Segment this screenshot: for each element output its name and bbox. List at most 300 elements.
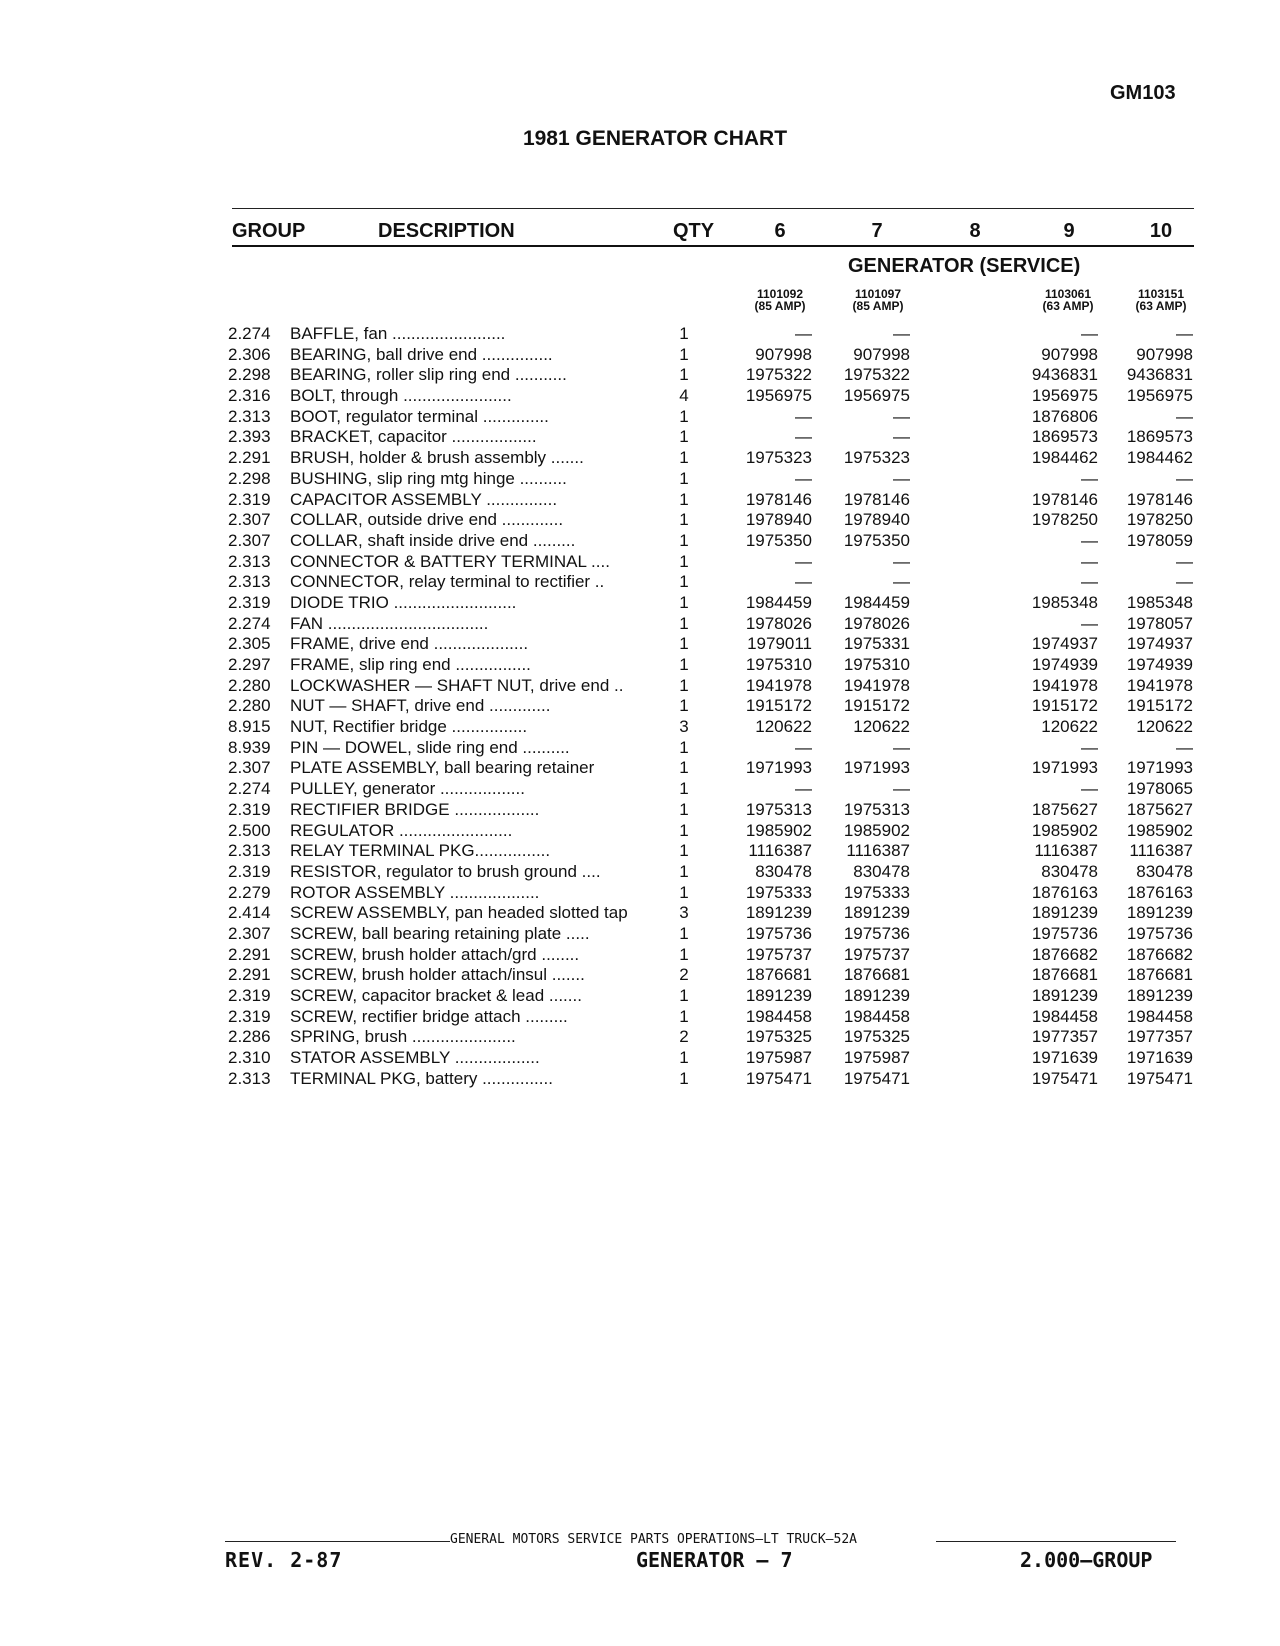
top-rule [232,208,1194,209]
model-part: 1101097 [854,287,902,301]
description-cell: SCREW, brush holder attach/grd ........ [290,944,580,964]
part-col-7-cell: 1975987 [843,1048,910,1068]
part-col-6-cell: 830478 [755,861,812,881]
qty-cell: 1 [679,861,689,881]
group-cell: 2.291 [228,965,271,985]
qty-cell: 1 [679,510,689,530]
part-col-9-cell: — [1081,468,1098,488]
table-row [0,821,1280,842]
part-col-9-cell: 1975736 [1031,923,1098,943]
part-col-10-cell: 907998 [1136,344,1193,364]
group-cell: 2.274 [228,613,271,633]
group-cell: 2.319 [228,986,271,1005]
part-col-9-cell: — [1081,737,1098,757]
group-cell: 8.939 [228,737,271,757]
part-col-9-cell: 1977357 [1031,1027,1098,1047]
group-cell: 2.319 [228,489,271,509]
part-col-6-cell: 1975471 [745,1068,812,1088]
part-col-7-cell: 1975325 [843,1027,910,1047]
model-amp: (63 AMP) [1042,299,1094,313]
part-col-7-cell: 1975313 [843,799,910,819]
part-col-6-cell: 1975325 [745,1027,812,1047]
description-cell: FRAME, drive end .................... [290,634,529,654]
part-col-7-cell: 1975350 [843,530,910,550]
part-col-9-cell: 1876163 [1031,882,1098,902]
description-cell: CAPACITOR ASSEMBLY ............... [290,489,558,509]
description-cell: DIODE TRIO .......................... [290,592,517,612]
part-col-9-cell: 120622 [1041,717,1098,737]
group-cell: 2.313 [228,406,271,426]
part-col-7-cell: 1915172 [843,696,910,716]
qty-cell: 1 [679,551,689,571]
qty-cell: 1 [679,923,689,943]
part-col-6-cell: 1978026 [745,613,812,633]
description-cell: RESISTOR, regulator to brush ground .... [290,861,601,881]
part-col-6-cell: 1915172 [745,696,812,716]
description-cell: RECTIFIER BRIDGE .................. [290,799,540,819]
part-col-6-cell: — [795,427,812,447]
table-row [0,924,1280,945]
part-col-9-cell: 1915172 [1031,696,1098,716]
description-cell: REGULATOR ........................ [290,820,513,840]
qty-cell: 1 [679,365,689,385]
part-col-7-cell: 120622 [853,717,910,737]
part-col-10-cell: 1974937 [1126,634,1193,654]
description-cell: FRAME, slip ring end ................ [290,655,531,674]
model-part: 1101092 [756,287,804,301]
part-col-7-cell: 1971993 [843,758,910,778]
qty-cell: 1 [679,613,689,633]
part-col-10-cell: — [1176,406,1193,426]
part-col-10-cell: 1956975 [1126,386,1193,406]
footer-rule-left [225,1541,450,1542]
part-col-10-cell: 1875627 [1126,799,1193,819]
part-col-7-cell: 1984459 [843,592,910,612]
part-col-10-cell: 9436831 [1126,365,1193,385]
table-row [0,1069,1280,1090]
qty-cell: 1 [679,572,689,592]
chart-title: 1981 GENERATOR CHART [522,127,788,150]
group-cell: 2.297 [228,655,271,674]
part-col-6-cell: 1891239 [745,986,812,1005]
part-col-6-cell: — [795,406,812,426]
part-col-6-cell: 1975323 [745,448,812,468]
model-amp: (85 AMP) [754,299,806,313]
group-cell: 2.274 [228,324,271,343]
part-col-7-cell: 1975737 [843,944,910,964]
qty-cell: 1 [679,344,689,364]
qty-cell: 1 [679,1048,689,1068]
qty-cell: 1 [679,427,689,447]
description-cell: CONNECTOR, relay terminal to rectifier .. [290,572,605,592]
qty-cell: 1 [679,675,689,695]
group-cell: 2.319 [228,1006,271,1026]
part-col-10-cell: 1978059 [1126,530,1193,550]
part-col-7-cell: 830478 [853,861,910,881]
table-row [0,407,1280,428]
qty-cell: 1 [679,882,689,902]
group-cell: 2.313 [228,1068,271,1088]
part-col-10-cell: — [1176,324,1193,343]
table-row [0,883,1280,904]
qty-cell: 1 [679,448,689,468]
part-col-10-cell: 1869573 [1126,427,1193,447]
part-col-9-cell: 1985348 [1031,592,1098,612]
part-col-10-cell: 1985348 [1126,592,1193,612]
table-row [0,779,1280,800]
table-row [0,510,1280,531]
qty-cell: 1 [679,406,689,426]
part-col-6-cell: 1979011 [747,634,812,654]
part-col-6-cell: 1975350 [745,530,812,550]
part-col-7-cell: — [893,572,910,592]
qty-cell: 3 [679,717,689,737]
part-col-7-cell: 1975310 [843,655,910,674]
part-col-6-cell: 120622 [755,717,812,737]
group-cell: 2.393 [228,427,271,447]
part-col-10-cell: 1985902 [1126,820,1193,840]
part-col-7-cell: — [893,324,910,343]
table-row [0,841,1280,862]
qty-cell: 1 [679,592,689,612]
part-col-10-cell: 1941978 [1126,675,1193,695]
group-cell: 2.500 [228,820,271,840]
part-col-6-cell: 1891239 [745,903,812,923]
part-col-6-cell: 1975736 [745,923,812,943]
part-col-7-cell: 1891239 [843,986,910,1005]
description-cell: TERMINAL PKG, battery ............... [290,1068,553,1088]
part-col-6-cell: 1975313 [745,799,812,819]
table-row [0,676,1280,697]
description-cell: FAN .................................. [290,613,489,633]
group-cell: 2.313 [228,841,271,861]
table-row [0,986,1280,1007]
description-cell: COLLAR, shaft inside drive end ......... [290,530,576,550]
header-group: GROUP [232,220,306,242]
description-cell: SPRING, brush ...................... [290,1027,516,1047]
qty-cell: 1 [679,1006,689,1026]
description-cell: STATOR ASSEMBLY .................. [290,1048,540,1068]
qty-cell: 4 [679,386,689,406]
qty-cell: 1 [679,655,689,674]
part-col-7-cell: 1975323 [843,448,910,468]
model-amp: (63 AMP) [1135,299,1187,313]
part-col-10-cell: 1971639 [1126,1048,1193,1068]
part-col-7-cell: 1975471 [843,1068,910,1088]
part-col-9-cell: 1956975 [1031,386,1098,406]
description-cell: BRACKET, capacitor .................. [290,427,537,447]
part-col-10-cell: — [1176,468,1193,488]
description-cell: COLLAR, outside drive end ............. [290,510,564,530]
group-cell: 2.279 [228,882,271,902]
group-cell: 8.915 [228,717,271,737]
description-cell: BUSHING, slip ring mtg hinge .......... [290,468,567,488]
page-code: GM103 [1110,82,1176,104]
description-cell: PULLEY, generator .................. [290,779,525,799]
footer-rev: REV. 2-87 [225,1548,343,1572]
part-col-6-cell: 1971993 [745,758,812,778]
description-cell: SCREW, brush holder attach/insul ....... [290,965,585,985]
description-cell: NUT — SHAFT, drive end ............. [290,696,551,716]
part-col-7-cell: — [893,737,910,757]
qty-cell: 1 [679,468,689,488]
part-col-10-cell: — [1176,572,1193,592]
part-col-7-cell: 1975736 [843,923,910,943]
part-col-6-cell: 1975987 [745,1048,812,1068]
part-col-9-cell: 1875627 [1031,799,1098,819]
header-qty: QTY [673,220,715,242]
part-col-10-cell: 1978065 [1126,779,1193,799]
part-col-6-cell: 1978146 [745,489,812,509]
part-col-6-cell: 1956975 [745,386,812,406]
part-col-6-cell: — [795,779,812,799]
description-cell: BOLT, through ....................... [290,386,512,406]
part-col-9-cell: 1876806 [1031,406,1098,426]
footer-rule-right [936,1541,1176,1542]
model-part: 1103061 [1044,287,1092,301]
qty-cell: 1 [679,779,689,799]
part-col-10-cell: 1915172 [1126,696,1193,716]
part-col-7-cell: 907998 [853,344,910,364]
footer-page: GENERATOR — 7 [636,1548,793,1572]
description-cell: SCREW ASSEMBLY, pan headed slotted tap [290,903,628,923]
part-col-10-cell: 1977357 [1126,1027,1193,1047]
qty-cell: 1 [679,841,689,861]
group-cell: 2.274 [228,779,271,799]
description-cell: SCREW, capacitor bracket & lead ....... [290,986,582,1005]
part-col-10-cell: 1978250 [1126,510,1193,530]
part-col-10-cell: 1984462 [1126,448,1193,468]
group-cell: 2.305 [228,634,271,654]
part-col-9-cell: 907998 [1041,344,1098,364]
part-col-9-cell: 1984462 [1031,448,1098,468]
table-row [0,903,1280,924]
part-col-7-cell: 1941978 [843,675,910,695]
part-col-9-cell: 1978250 [1031,510,1098,530]
part-col-9-cell: 1869573 [1031,427,1098,447]
table-row [0,386,1280,407]
description-cell: BRUSH, holder & brush assembly ....... [290,448,584,468]
qty-cell: 1 [679,634,689,654]
part-col-9-cell: 1985902 [1031,820,1098,840]
footer-group: 2.000—GROUP [1020,1548,1153,1572]
group-cell: 2.280 [228,696,271,716]
table-row [0,696,1280,717]
description-cell: BOOT, regulator terminal .............. [290,406,549,426]
qty-cell: 1 [679,696,689,716]
part-col-7-cell: 1891239 [843,903,910,923]
part-col-9-cell: — [1081,530,1098,550]
part-col-9-cell: — [1081,572,1098,592]
part-col-9-cell: 1876681 [1031,965,1098,985]
part-col-6-cell: — [795,572,812,592]
part-col-7-cell: — [893,406,910,426]
part-col-10-cell: 1974939 [1126,655,1193,674]
table-row [0,448,1280,469]
group-cell: 2.313 [228,572,271,592]
table-row [0,427,1280,448]
part-col-10-cell: 1975736 [1126,923,1193,943]
part-col-10-cell: 1984458 [1126,1006,1193,1026]
group-cell: 2.298 [228,365,271,385]
table-row [0,552,1280,573]
table-row [0,469,1280,490]
description-cell: CONNECTOR & BATTERY TERMINAL .... [290,551,610,571]
group-cell: 2.307 [228,923,271,943]
table-row [0,758,1280,779]
part-col-7-cell: 1876681 [843,965,910,985]
part-col-7-cell: 1975333 [843,882,910,902]
part-col-10-cell: 1876163 [1126,882,1193,902]
table-row [0,965,1280,986]
part-col-10-cell: 1975471 [1126,1068,1193,1088]
part-col-9-cell: 830478 [1041,861,1098,881]
description-cell: NUT, Rectifier bridge ................ [290,717,528,737]
part-col-9-cell: 1984458 [1031,1006,1098,1026]
table-row [0,593,1280,614]
part-col-6-cell: 1116387 [748,841,812,861]
header-col-10: 10 [1149,220,1173,242]
model-part: 1103151 [1137,287,1185,301]
model-amp: (85 AMP) [852,299,904,313]
part-col-6-cell: 1876681 [745,965,812,985]
qty-cell: 1 [679,737,689,757]
group-cell: 2.280 [228,675,271,695]
qty-cell: 2 [679,965,689,985]
part-col-6-cell: 1975322 [745,365,812,385]
part-col-9-cell: — [1081,551,1098,571]
part-col-9-cell: — [1081,324,1098,343]
part-col-7-cell: 1978026 [843,613,910,633]
qty-cell: 1 [679,944,689,964]
description-cell: ROTOR ASSEMBLY ................... [290,882,540,902]
table-row [0,614,1280,635]
part-col-10-cell: 1891239 [1126,986,1193,1005]
part-col-6-cell: — [795,737,812,757]
table-row [0,1007,1280,1028]
part-col-10-cell: 830478 [1136,861,1193,881]
group-cell: 2.291 [228,448,271,468]
part-col-7-cell: 1956975 [843,386,910,406]
group-cell: 2.307 [228,758,271,778]
table-row [0,490,1280,511]
part-col-10-cell: 1971993 [1126,758,1193,778]
part-col-9-cell: 9436831 [1031,365,1098,385]
part-col-10-cell: 1876681 [1126,965,1193,985]
group-cell: 2.298 [228,468,271,488]
part-col-6-cell: 1975333 [745,882,812,902]
description-cell: SCREW, ball bearing retaining plate ..... [290,923,590,943]
part-col-7-cell: 1978146 [843,489,910,509]
super-header: GENERATOR (SERVICE) [848,255,1081,277]
table-row [0,1027,1280,1048]
description-cell: BEARING, ball drive end ............... [290,344,553,364]
part-col-6-cell: — [795,468,812,488]
description-cell: SCREW, rectifier bridge attach ......... [290,1006,568,1026]
part-col-9-cell: 1891239 [1031,986,1098,1005]
part-col-7-cell: — [893,779,910,799]
table-row [0,1048,1280,1069]
group-cell: 2.319 [228,592,271,612]
part-col-7-cell: 1978940 [843,510,910,530]
part-col-9-cell: 1978146 [1031,489,1098,509]
part-col-10-cell: 1116387 [1129,841,1193,861]
part-col-7-cell: 1116387 [846,841,910,861]
part-col-9-cell: — [1081,779,1098,799]
group-cell: 2.306 [228,344,271,364]
part-col-6-cell: — [795,324,812,343]
qty-cell: 1 [679,1068,689,1088]
model-col-7 [838,288,918,312]
group-cell: 2.307 [228,510,271,530]
header-rule [232,245,1194,247]
table-row [0,945,1280,966]
group-cell: 2.319 [228,861,271,881]
part-col-9-cell: 1891239 [1031,903,1098,923]
table-row [0,634,1280,655]
table-row [0,738,1280,759]
part-col-7-cell: 1975331 [843,634,910,654]
model-col-6 [740,288,820,312]
part-col-10-cell: 1891239 [1126,903,1193,923]
group-cell: 2.319 [228,799,271,819]
table-row [0,531,1280,552]
qty-cell: 1 [679,489,689,509]
part-col-6-cell: 1984458 [745,1006,812,1026]
part-col-9-cell: 1941978 [1031,675,1098,695]
part-col-9-cell: 1971993 [1031,758,1098,778]
qty-cell: 2 [679,1027,689,1047]
footer-middle: GENERAL MOTORS SERVICE PARTS OPERATIONS—LT TRUCK—52A [450,1532,857,1547]
header-col-9: 9 [1063,220,1075,242]
group-cell: 2.310 [228,1048,271,1068]
group-cell: 2.414 [228,903,271,923]
qty-cell: 3 [679,903,689,923]
group-cell: 2.291 [228,944,271,964]
qty-cell: 1 [679,820,689,840]
qty-cell: 1 [679,324,689,343]
table-row [0,862,1280,883]
part-col-9-cell: 1971639 [1031,1048,1098,1068]
part-col-10-cell: — [1176,737,1193,757]
part-col-6-cell: 1941978 [745,675,812,695]
part-col-9-cell: — [1081,613,1098,633]
part-col-9-cell: 1975471 [1031,1068,1098,1088]
part-col-7-cell: — [893,468,910,488]
part-col-10-cell: 120622 [1136,717,1193,737]
table-row [0,800,1280,821]
group-cell: 2.313 [228,551,271,571]
part-col-6-cell: — [795,551,812,571]
part-col-10-cell: — [1176,551,1193,571]
part-col-10-cell: 1876682 [1126,944,1193,964]
qty-cell: 1 [679,799,689,819]
part-col-9-cell: 1876682 [1031,944,1098,964]
table-row [0,324,1280,345]
part-col-9-cell: 1974937 [1031,634,1098,654]
part-col-7-cell: — [893,551,910,571]
parts-table [0,324,1280,1089]
header-col-8: 8 [969,220,981,242]
part-col-10-cell: 1978146 [1126,489,1193,509]
part-col-6-cell: 1978940 [745,510,812,530]
table-row [0,572,1280,593]
table-row [0,345,1280,366]
part-col-6-cell: 1975737 [745,944,812,964]
description-cell: BAFFLE, fan ........................ [290,324,506,343]
group-cell: 2.316 [228,386,271,406]
description-cell: PLATE ASSEMBLY, ball bearing retainer [290,758,595,778]
